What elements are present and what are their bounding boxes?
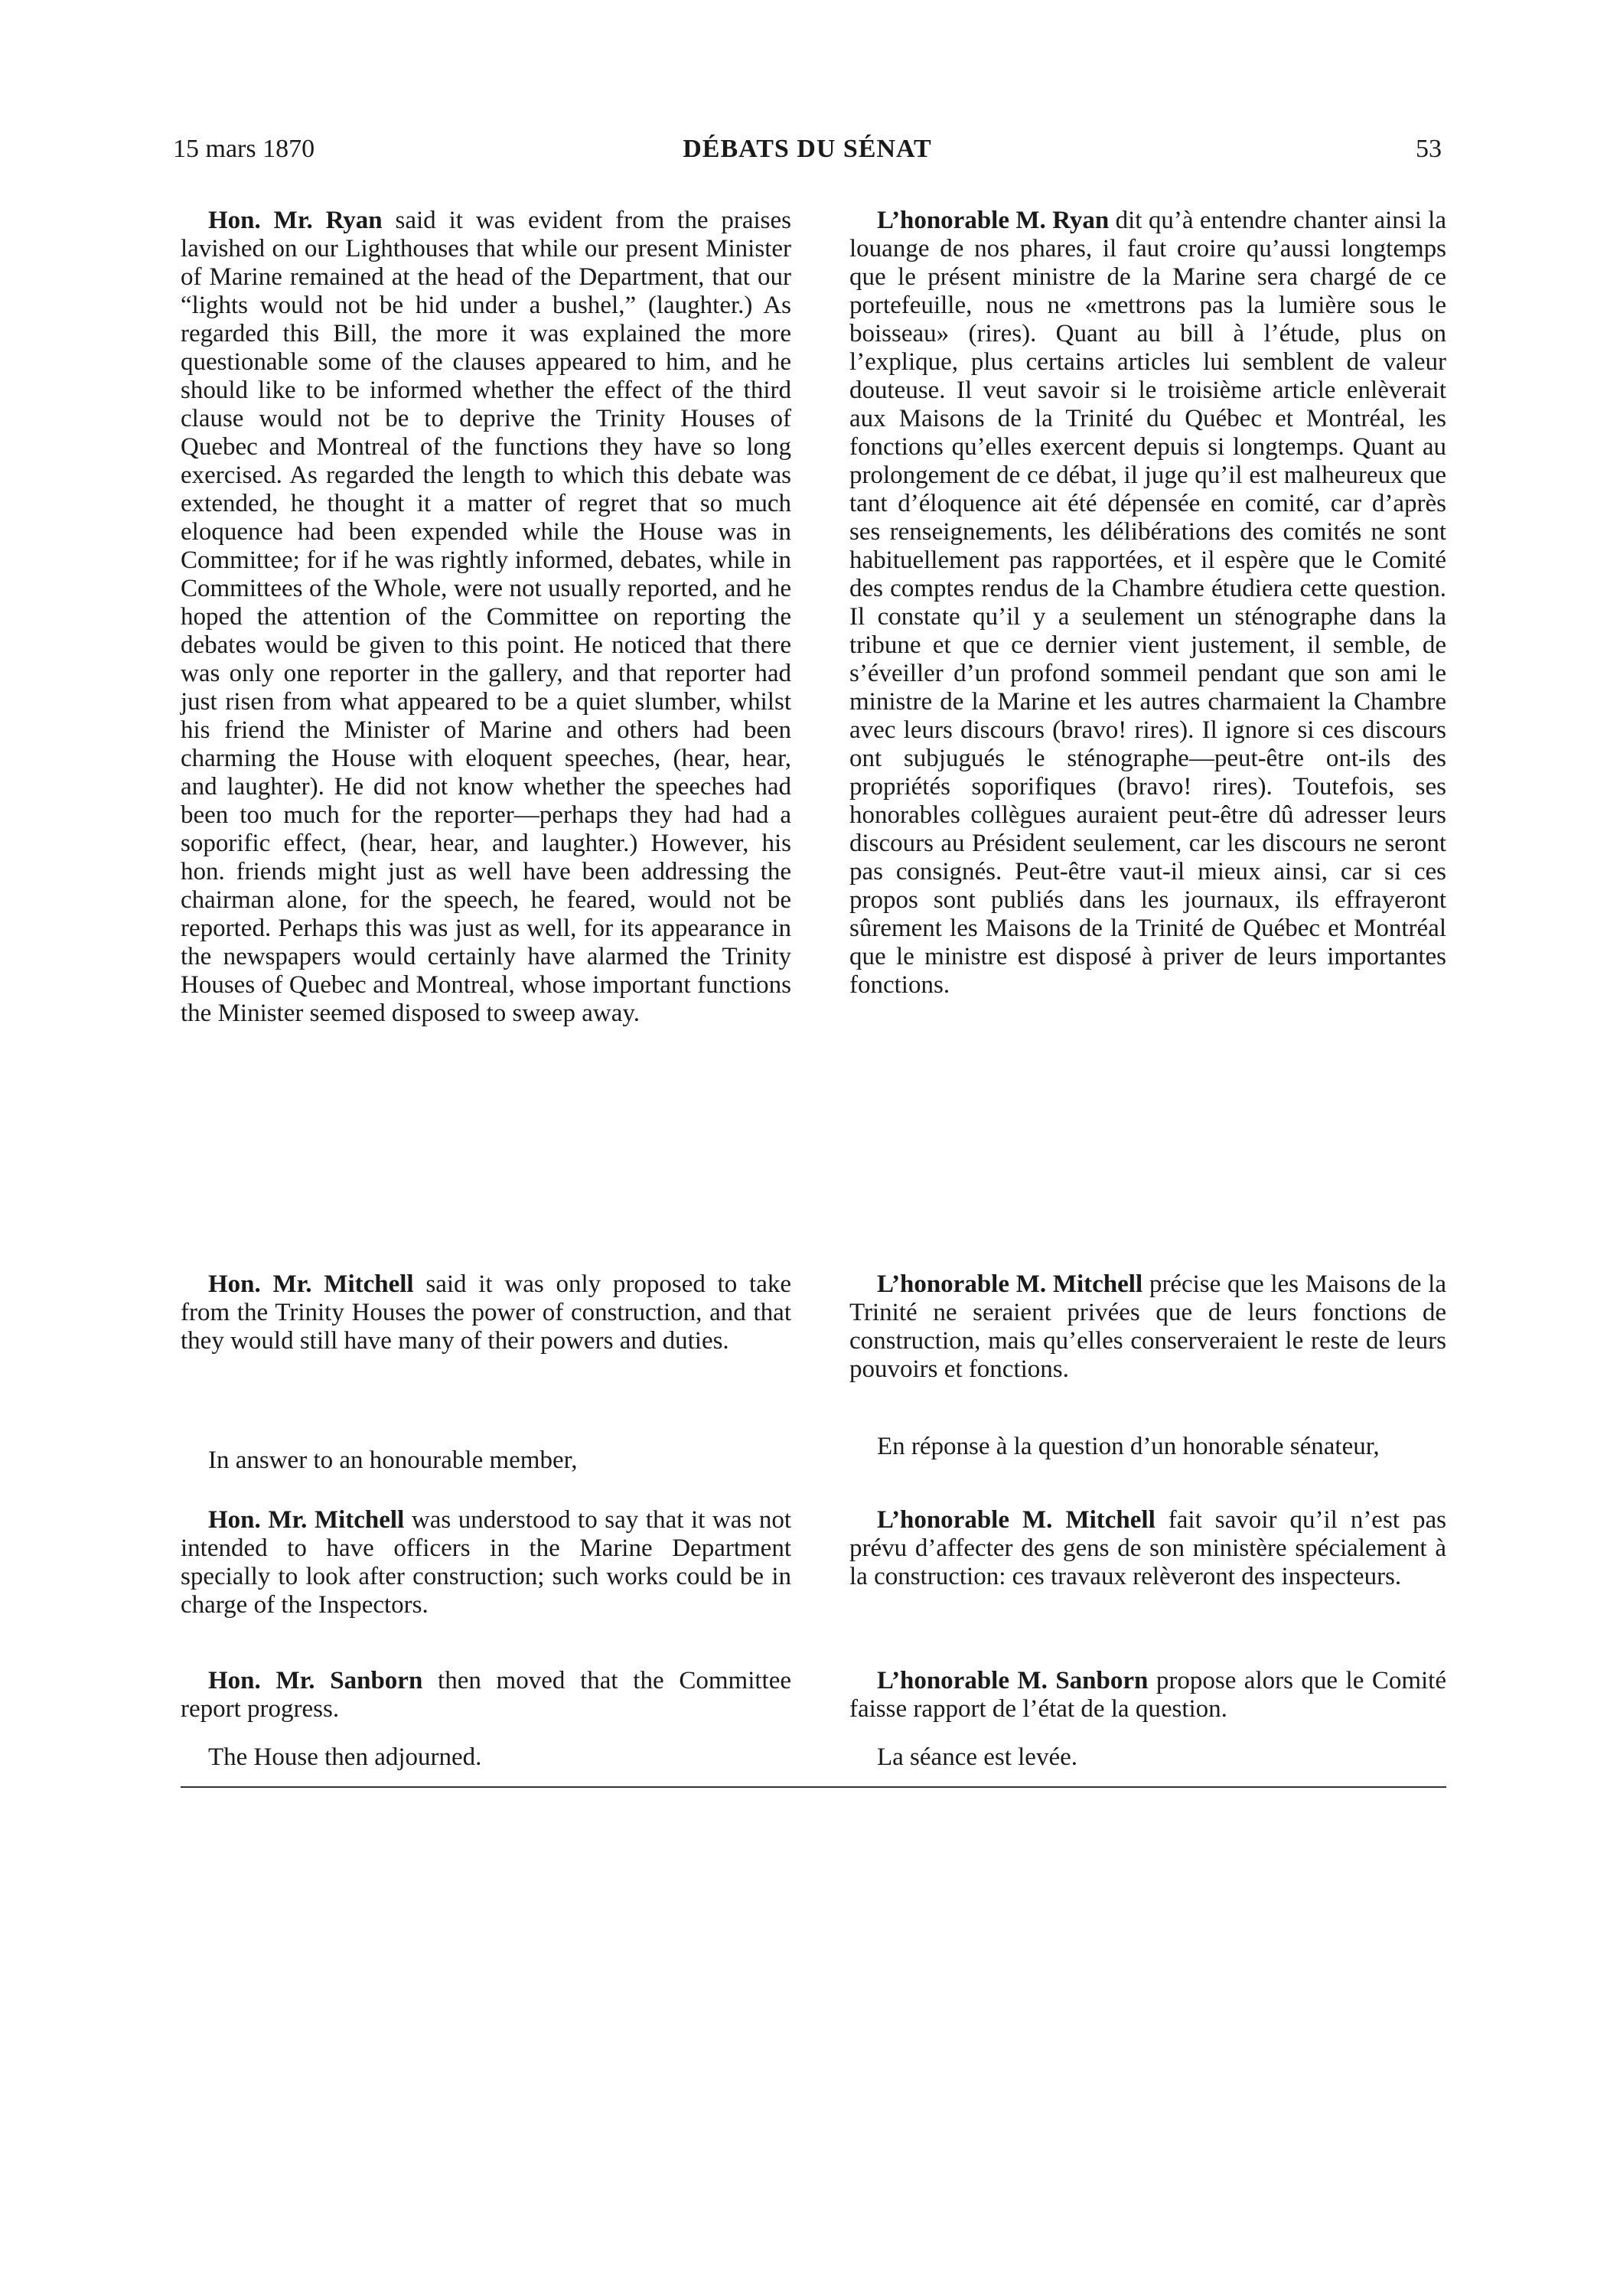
en-paragraph-adjourned: [181, 1743, 791, 1772]
en-paragraph-mitchell-2: [181, 1506, 791, 1619]
fr-paragraph-mitchell-2: [849, 1506, 1446, 1591]
paragraph-text: then moved that the Committee report progress.: [181, 1667, 791, 1723]
speaker-name: Hon. Mr. Mitchell: [208, 1506, 405, 1534]
header-title: DÉBATS DU SÉNAT: [683, 135, 932, 163]
speaker-name: Hon. Mr. Mitchell: [208, 1270, 414, 1298]
paragraph-text: The House then adjourned.: [208, 1743, 482, 1771]
speaker-name: L’honorable M. Sanborn: [877, 1667, 1149, 1694]
speaker-name: Hon. Mr. Ryan: [208, 207, 383, 234]
fr-paragraph-adjourned: [849, 1743, 1446, 1772]
fr-paragraph-sanborn: [849, 1667, 1446, 1724]
paragraph-text: was understood to say that it was not intended to have officers in the Marine Department specially to look after construction; such works could be in charge of the Inspectors.: [181, 1506, 792, 1619]
page-header: [173, 135, 1442, 173]
speaker-name: L’honorable M. Ryan: [877, 207, 1110, 234]
header-date: 15 mars 1870: [173, 135, 315, 163]
paragraph-text: said it was only proposed to take from the Trinity Houses the power of construction, and that they would still have many of their powers and duties.: [181, 1270, 791, 1355]
paragraph-text: fait savoir qu’il n’est pas prévu d’affecter des gens de son ministère spécialement à la construction: ces travaux relèveront des inspecteurs.: [849, 1506, 1446, 1590]
en-paragraph-answer: [181, 1446, 791, 1475]
paragraph-text: La séance est levée.: [877, 1743, 1078, 1771]
speaker-name: Hon. Mr. Sanborn: [208, 1667, 423, 1694]
en-paragraph-mitchell-1: [181, 1270, 791, 1355]
bottom-rule: [181, 1786, 1446, 1788]
paragraph-text: En réponse à la question d’un honorable sénateur,: [877, 1433, 1380, 1460]
paragraph-text: dit qu’à entendre chanter ainsi la louange de nos phares, il faut croire qu’aussi longtemps que le présent ministre de la Marine sera chargé de ce portefeuille, nous ne «mettrons pas la lumière sous le boisseau» (rires). Quant au bill à l’étude, plus on l’explique, plus certains articles lui semblent de valeur douteuse. Il veut savoir si le troisième article enlèverait aux Maisons de la Trinité du Québec et Montréal, les fonctions qu’elles exercent depuis si longtemps. Quant au prolongement de ce débat, il juge qu’il est malheureux que tant d’éloquence ait été dépensée en comité, car d’après ses renseignements, les délibérations des comités ne sont habituellement pas rapportées, et il espère que le Comité des comptes rendus de la Chambre étudiera cette question. Il constate qu’il y a seulement un sténographe dans la tribune et que ce dernier vient justement, il semble, de s’éveiller d’un profond sommeil pendant que son ami le ministre de la Marine et les autres charmaient la Chambre avec leurs discours (bravo! rires). Il ignore si ces discours ont subjugués le sténographe—peut-être ont-ils des propriétés soporifiques (bravo! rires). Toutefois, ses honorables collègues auraient peut-être dû adresser leurs discours au Président seulement, car les discours ne seront pas consignés. Peut-être vaut-il mieux ainsi, car si ces propos sont publiés dans les journaux, ils effrayeront sûrement les Maisons de la Trinité de Québec et Montréal que le ministre est disposé à priver de leurs importantes fonctions.: [849, 207, 1446, 999]
fr-paragraph-answer: [849, 1433, 1446, 1461]
paragraph-text: propose alors que le Comité faisse rapport de l’état de la question.: [849, 1667, 1446, 1723]
fr-paragraph-ryan: [849, 207, 1446, 1000]
paragraph-text: said it was evident from the praises lavished on our Lighthouses that while our present Minister of Marine remained at the head of the Department, that our “lights would not be hid under a bushel,” (laughter.) As regarded this Bill, the more it was explained the more questionable some of the clauses appeared to him, and he should like to be informed whether the effect of the third clause would not be to deprive the Trinity Houses of Quebec and Montreal of the functions they have so long exercised. As regarded the length to which this debate was extended, he thought it a matter of regret that so much eloquence had been expended while the House was in Committee; for if he was rightly informed, debates, while in Committees of the Whole, were not usually reported, and he hoped the attention of the Committee on reporting the debates would be given to this point. He noticed that there was only one reporter in the gallery, and that reporter had just risen from what appeared to be a quiet slumber, whilst his friend the Minister of Marine and others had been charming the House with eloquent speeches, (hear, hear, and laughter). He did not know whether the speeches had been too much for the reporter—perhaps they had had a soporific effect, (hear, hear, and laughter.) However, his hon. friends might just as well have been addressing the chairman alone, for the speech, he feared, would not be reported. Perhaps this was just as well, for its appearance in the newspapers would certainly have alarmed the Trinity Houses of Quebec and Montreal, whose important functions the Minister seemed disposed to sweep away.: [181, 207, 792, 1027]
speaker-name: L’honorable M. Mitchell: [877, 1270, 1143, 1298]
paragraph-text: précise que les Maisons de la Trinité ne seraient privées que de leurs fonctions de construction, mais qu’elles conserveraient le reste de leurs pouvoirs et fonctions.: [849, 1270, 1446, 1383]
en-paragraph-sanborn: [181, 1667, 791, 1724]
en-paragraph-ryan: [181, 207, 791, 1028]
paragraph-text: In answer to an honourable member,: [208, 1446, 578, 1474]
fr-paragraph-mitchell-1: [849, 1270, 1446, 1384]
speaker-name: L’honorable M. Mitchell: [877, 1506, 1156, 1534]
page-number: 53: [1416, 135, 1442, 163]
